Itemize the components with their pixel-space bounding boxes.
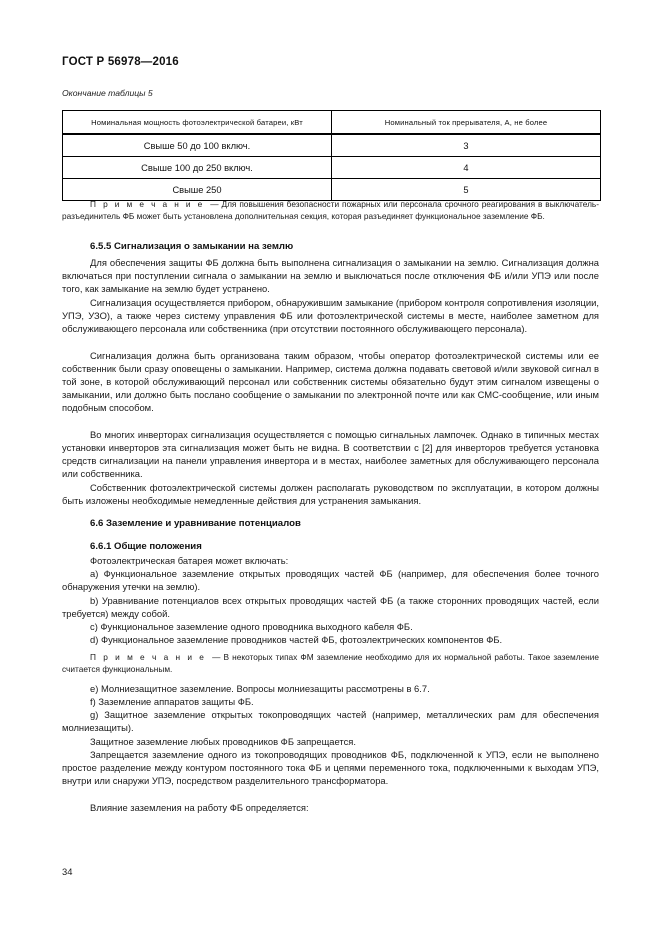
cell-current: 4 [332,157,601,179]
paragraph-prohibition-2: Запрещается заземление одного из токопроводящих проводников ФБ, подключенной к УПЭ, если не выполнено простое разделение между контуром постоянного тока ФБ и цепями переменного тока, подключенными к выходам УПЭ, внутри или снаружи УПЭ, посредством разделительного трансформатора. [62,749,599,787]
cell-current: 3 [332,134,601,157]
table-row [63,157,601,179]
cell-power: Свыше 50 до 100 включ. [63,134,332,157]
page-number: 34 [62,866,73,877]
paragraph-6-6-1-intro: Фотоэлектрическая батарея может включать: [90,555,289,566]
paragraph-6-5-5-4: Во многих инверторах сигнализация осуществляется с помощью сигнальных лампочек. Однако в типичных местах установки инверторов эта сигнализация может быть не видна. В соответствии с [2] для инверторов требуется установка средств сигнализации на панели управления инвертора и в местах, наиболее заметных для обслуживающего персонала или собственника. [62,429,599,480]
table-note-text: Для повышения безопасности пожарных или персонала срочного реагирования в выключатель-разъединитель ФБ может быть установлена дополнительная секция, которая разъединяет функциональное заземление ФБ. [62,199,599,221]
list-item: g) Защитное заземление открытых токопроводящих частей (например, металлических рам для обеспечения молниезащиты). [62,709,599,734]
table-header-row [63,111,601,135]
table-note [62,199,599,222]
note-dash: — [212,652,221,662]
list-item: b) Уравнивание потенциалов всех открытых проводящих частей ФБ (а также сторонних проводящих частей, если требуется) между собой. [62,595,599,620]
grounding-note [62,652,599,675]
list-item: c) Функциональное заземление одного проводника выходного кабеля ФБ. [90,621,413,632]
paragraph-prohibition-1: Защитное заземление любых проводников ФБ запрещается. [90,736,356,747]
paragraph-6-5-5-5: Собственник фотоэлектрической системы должен располагать руководством по эксплуатации, в котором должны быть изложены необходимые немедленные действия для устранения замыкания. [62,482,599,507]
table-5-wrapper [62,110,598,201]
list-item: d) Функциональное заземление проводников частей ФБ, фотоэлектрических компонентов ФБ. [90,634,503,645]
cell-power: Свыше 250 [63,179,332,201]
heading-6-6: 6.6 Заземление и уравнивание потенциалов [90,518,301,529]
cell-power: Свыше 100 до 250 включ. [63,157,332,179]
table-header-power: Номинальная мощность фотоэлектрической батареи, кВт [63,111,332,135]
table-caption: Окончание таблицы 5 [62,88,153,98]
cell-current: 5 [332,179,601,201]
note-label: П р и м е ч а н и е [90,199,205,209]
table-header-current: Номинальный ток прерывателя, А, не более [332,111,601,135]
paragraph-6-5-5-2: Сигнализация осуществляется прибором, обнаружившим замыкание (прибором контроля сопротивления изоляции, УПЭ, УЗО), а также через систему управления ФБ или фотоэлектрической системы в месте, наиболее заметном для обслуживающего персонала или собственника (при отсутствии постоянного обслуживающего персонала). [62,297,599,335]
list-item: f) Заземление аппаратов защиты ФБ. [90,696,254,707]
note-label: П р и м е ч а н и е [90,652,206,662]
table-body [63,134,601,201]
grounding-note-text: В некоторых типах ФМ заземление необходимо для их нормальной работы. Такое заземление считается функциональным. [62,652,599,674]
heading-6-5-5: 6.5.5 Сигнализация о замыкании на землю [90,241,294,252]
paragraph-6-5-5-1: Для обеспечения защиты ФБ должна быть выполнена сигнализация о замыкании на землю. Сигнализация должна включаться при поступлении сигнала о замыкании на землю и выключаться после отключения ФБ и/или УПЭ или после того, как замыкание на землю будет устранено. [62,257,599,295]
paragraph-6-5-5-3: Сигнализация должна быть организована таким образом, чтобы оператор фотоэлектрической системы или ее собственник были сразу оповещены о замыкании. Например, система должна подавать световой и/или звуковой сигнал в той зоне, в которой обслуживающий персонал или собственник системы обязательно будут этим сигналом извещены о замыкании, или должно быть послано сообщение о замыкании по электронной почте или как СМС-сообщение, или иным подобным способом. [62,350,599,414]
heading-6-6-1: 6.6.1 Общие положения [90,541,202,552]
list-item: a) Функциональное заземление открытых проводящих частей ФБ (например, для обеспечения более точного обнаружения утечки на землю). [62,568,599,593]
standard-number-header: ГОСТ Р 56978—2016 [62,56,179,68]
paragraph-influence: Влияние заземления на работу ФБ определяется: [90,802,309,813]
list-item: e) Молниезащитное заземление. Вопросы молниезащиты рассмотрены в 6.7. [90,683,430,694]
note-dash: — [210,199,219,209]
table-head [63,111,601,135]
table-5 [62,110,601,201]
table-row [63,179,601,201]
table-row [63,134,601,157]
